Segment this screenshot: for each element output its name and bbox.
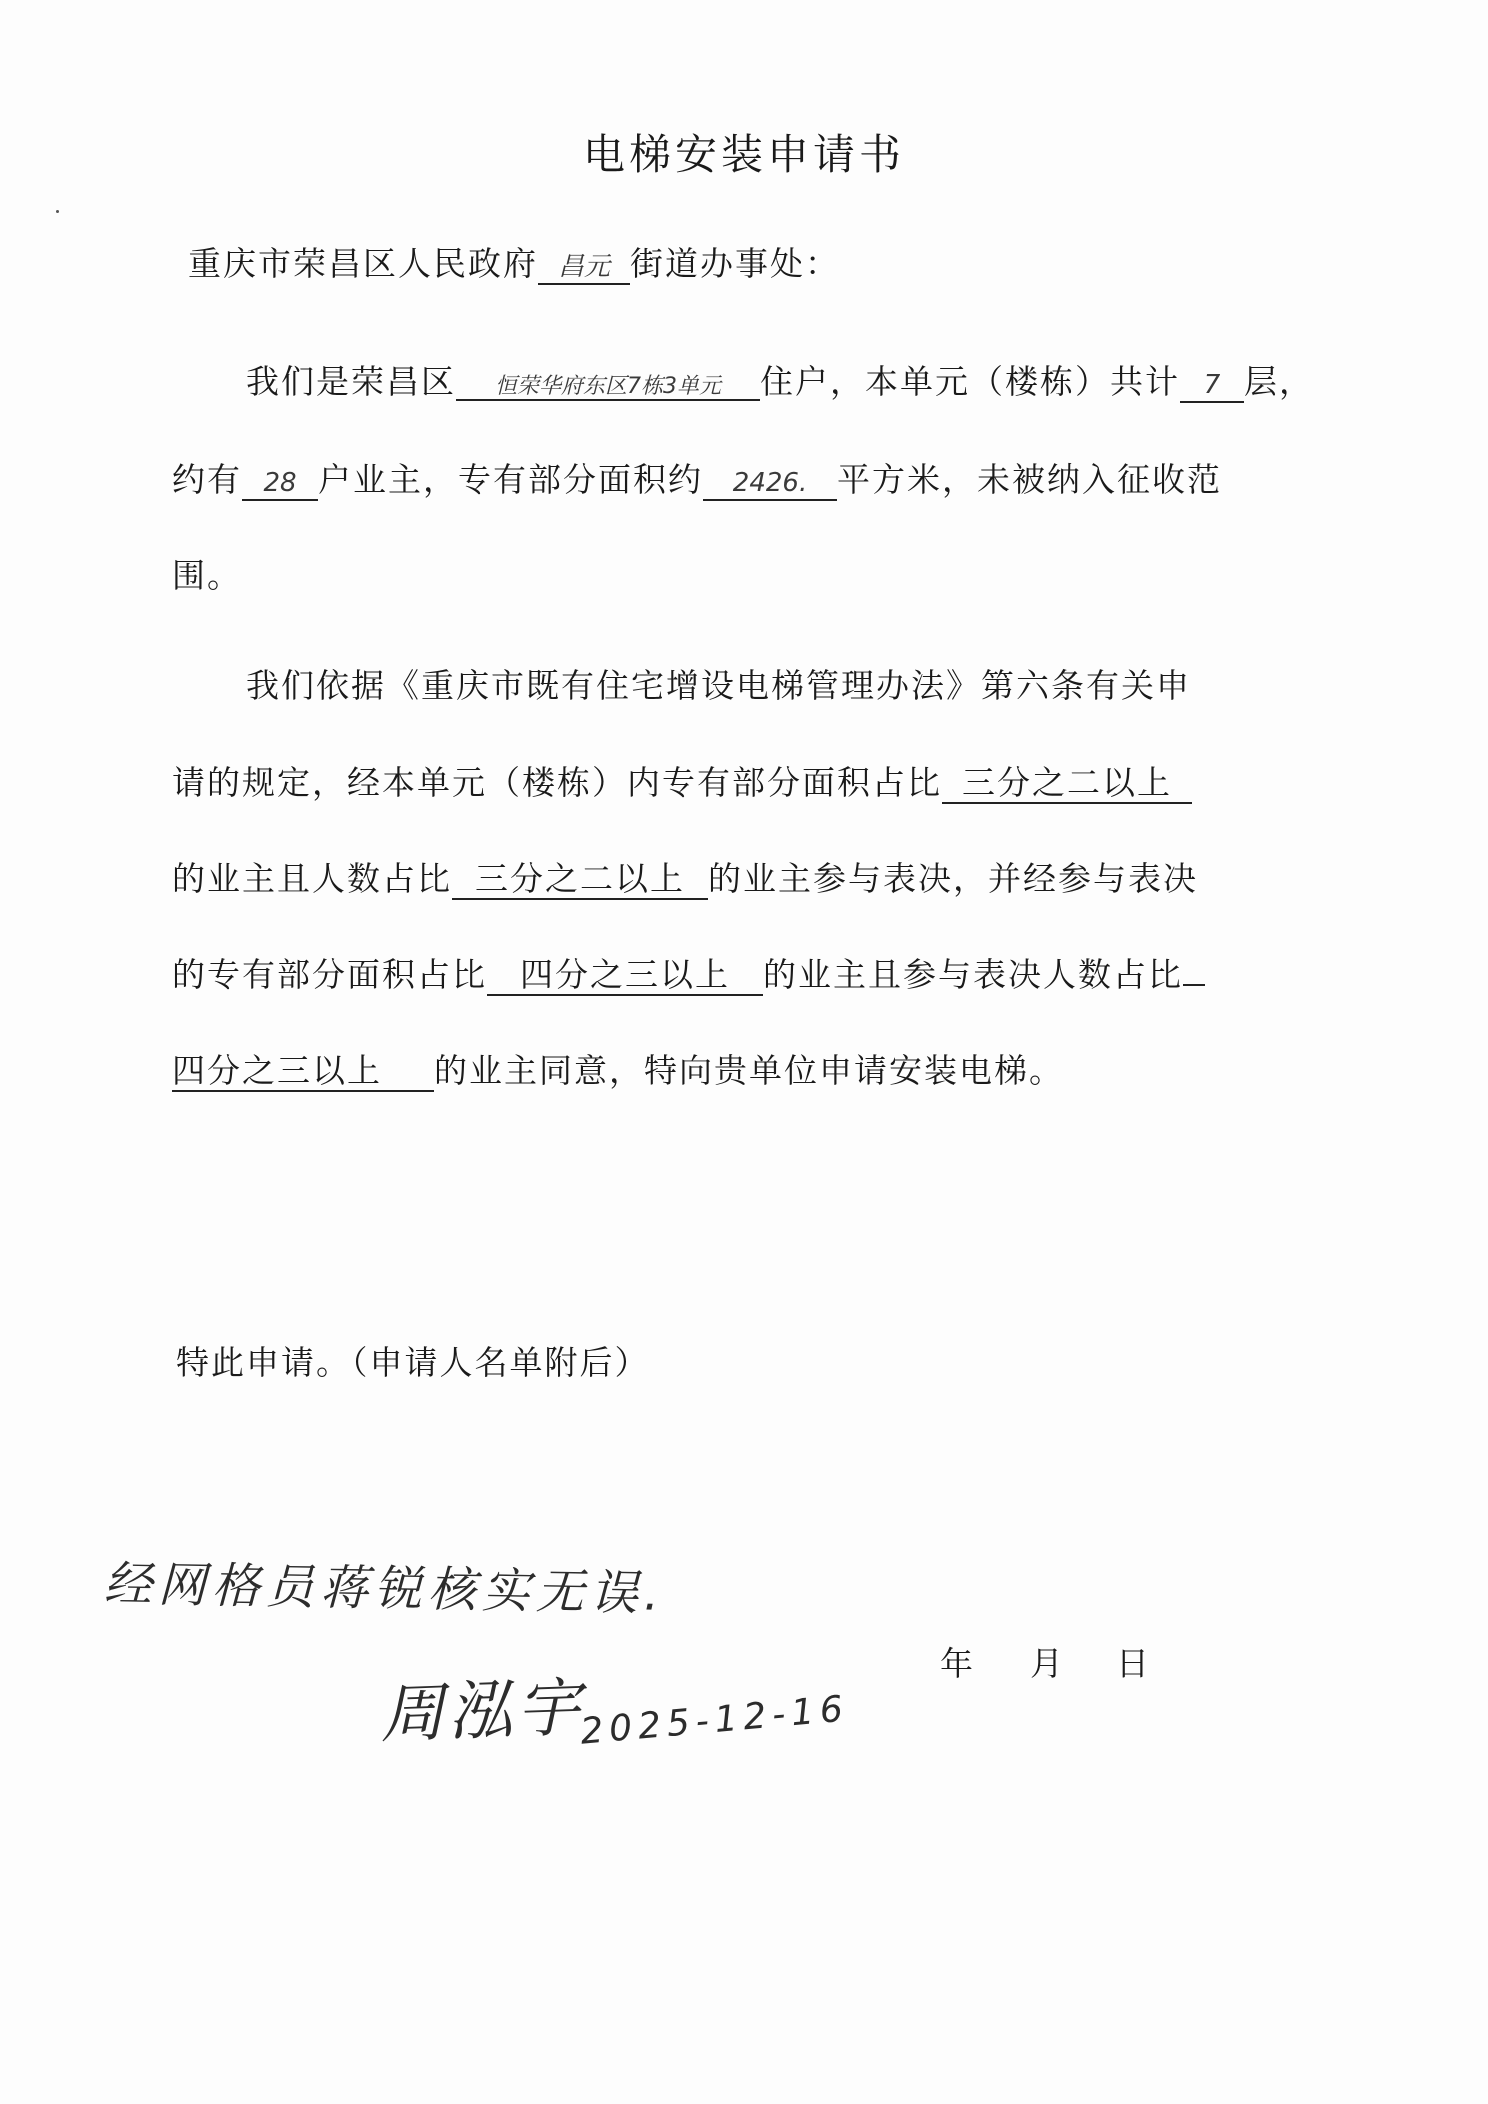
para2-text: 的专有部分面积占比 [172,955,487,994]
handwritten-date: 2025-12-16 [578,1688,851,1753]
para1-text: 户业主，专有部分面积约 [318,460,703,499]
para2-line2 [172,757,1192,804]
vote-people-ratio-fill: 四分之三以上 [172,1052,434,1092]
handwritten-verification-note: 经网格员蒋锐核实无误. [103,1556,666,1622]
date-labels [940,1638,1151,1685]
closing-text: 特此申请。（申请人名单附后） [176,1343,650,1382]
signature: 周泓宇 [378,1671,586,1753]
para1-text: 平方米，未被纳入征收范 [837,460,1222,499]
para2-line5 [172,1045,1064,1092]
area-ratio-fill: 三分之二以上 [942,764,1192,804]
para2-line4 [172,949,1205,996]
para2-line3 [172,853,1198,900]
para1-text: 住户，本单元（楼栋）共计 [760,362,1180,401]
para1-text: 层， [1244,362,1314,401]
street-fill: 昌元 [538,253,630,285]
area-fill: 2426. [703,469,837,501]
owners-fill: 28 [242,469,318,501]
para2-text: 的业主参与表决，并经参与表决 [708,859,1198,898]
para1-line2 [172,454,1222,501]
closing-line [176,1337,650,1384]
para2-text: 请的规定，经本单元（楼栋）内专有部分面积占比 [172,763,942,802]
para1-line3 [172,550,242,597]
date-month-label: 月 [1030,1644,1065,1683]
para2-text: 的业主且参与表决人数占比 [763,955,1183,994]
salutation-prefix: 重庆市荣昌区人民政府 [188,244,538,283]
page-title: 电梯安装申请书 [582,130,905,179]
para1-line1 [246,356,1314,403]
salutation-line [188,238,840,285]
people-ratio-fill: 三分之二以上 [452,860,708,900]
para1-text: 围。 [172,556,242,595]
para1-text: 我们是荣昌区 [246,362,456,401]
date-year-label: 年 [940,1644,975,1683]
para1-text: 约有 [172,460,242,499]
vote-area-ratio-fill: 四分之三以上 [487,956,763,996]
address-fill: 恒荣华府东区7栋3单元 [456,374,760,401]
vote-people-ratio-fill-start [1183,984,1205,986]
para2-line1 [246,660,1191,707]
para2-text: 我们依据《重庆市既有住宅增设电梯管理办法》第六条有关申 [246,666,1191,705]
salutation-suffix: 街道办事处： [630,244,840,283]
para2-text: 的业主且人数占比 [172,859,452,898]
floors-fill: 7 [1180,371,1244,403]
para2-text: 的业主同意，特向贵单位申请安装电梯。 [434,1051,1064,1090]
scan-speck [56,210,59,213]
date-day-label: 日 [1116,1644,1151,1683]
